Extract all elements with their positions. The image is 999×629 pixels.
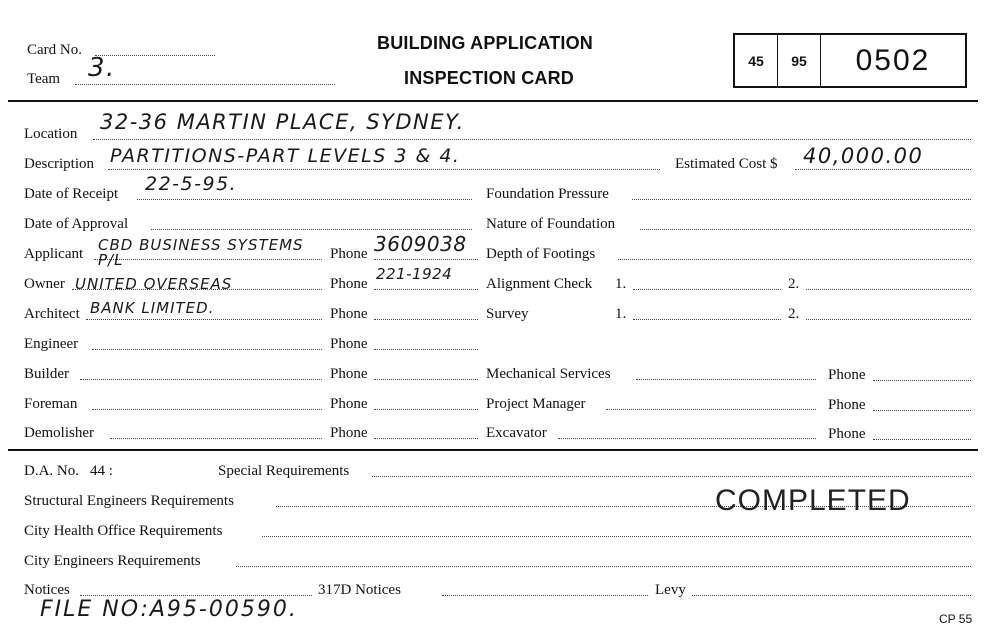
owner-phone: 221-1924 [376,265,453,283]
survey-1-label: 1. [615,306,627,322]
builder-phone-label: Phone [330,366,368,382]
applicant-label: Applicant [24,246,84,262]
team-line [75,84,335,85]
architect-line [86,319,322,320]
nature-of-foundation-label: Nature of Foundation [486,216,616,232]
builder-line [80,379,322,380]
project-manager-phone-label: Phone [828,397,866,413]
form-code: CP 55 [939,612,973,626]
applicant-phone: 3609038 [374,232,467,256]
owner-phone-line [374,289,478,290]
structural-engineers-label: Structural Engineers Requirements [24,493,234,509]
special-requirements-label: Special Requirements [218,463,350,479]
foundation-pressure-line [632,199,971,200]
foreman-phone-label: Phone [330,396,368,412]
excavator-phone-label: Phone [828,426,866,442]
location-label: Location [24,126,78,142]
number-cell-2: 95 [778,35,821,86]
builder-label: Builder [24,366,69,382]
engineer-phone-line [374,349,478,350]
levy-label: Levy [655,582,686,598]
card-number: 0502 [855,43,931,77]
description-label: Description [24,156,94,172]
card-no-label: Card No. [27,42,82,58]
date-of-receipt-label: Date of Receipt [24,186,119,202]
architect-label: Architect [24,306,80,322]
da-no-value: 44 : [90,463,113,479]
mechanical-services-phone-line [873,380,971,381]
project-manager-label: Project Manager [486,396,586,412]
survey-1-line [633,319,781,320]
location-line [93,139,971,140]
da-no-label: D.A. No. [24,463,79,479]
foundation-pressure-label: Foundation Pressure [486,186,609,202]
engineer-line [92,349,322,350]
demolisher-label: Demolisher [24,425,94,441]
architect-phone-line [374,319,478,320]
excavator-line [558,438,816,439]
date-of-receipt-value: 22-5-95. [145,173,238,195]
city-engineers-label: City Engineers Requirements [24,553,201,569]
estimated-cost-value: 40,000.00 [803,144,924,168]
depth-of-footings-label: Depth of Footings [486,246,596,262]
owner-label: Owner [24,276,65,292]
applicant-value: CBD BUSINESS SYSTEMS P/L [98,236,304,269]
number-cell-1: 45 [735,35,778,86]
project-manager-line [606,409,816,410]
requirements-divider [8,449,978,451]
alignment-check-1-line [633,289,781,290]
survey-label: Survey [486,306,529,322]
mechanical-services-line [636,379,816,380]
nature-of-foundation-line [640,229,971,230]
estimated-cost-label: Estimated Cost $ [675,156,778,172]
team-value: 3. [88,53,116,83]
owner-phone-label: Phone [330,276,368,292]
demolisher-phone-label: Phone [330,425,368,441]
title-line-1: BUILDING APPLICATION [377,33,593,53]
date-of-approval-line [151,229,472,230]
applicant-phone-line [374,259,478,260]
demolisher-line [110,438,322,439]
project-manager-phone-line [873,410,971,411]
alignment-check-1-label: 1. [615,276,627,292]
engineer-phone-label: Phone [330,336,368,352]
description-value: PARTITIONS-PART LEVELS 3 & 4. [110,145,461,167]
city-engineers-line [236,566,971,567]
applicant-phone-label: Phone [330,246,368,262]
survey-2-label: 2. [788,306,800,322]
owner-value: UNITED OVERSEAS [75,275,233,293]
foreman-line [92,409,322,410]
mechanical-services-label: Mechanical Services [486,366,611,382]
architect-phone-label: Phone [330,306,368,322]
city-health-line [262,536,971,537]
notices-317d-label: 317D Notices [318,582,401,598]
header-divider [8,100,978,102]
file-number: FILE NO:A95-00590. [40,597,298,622]
description-line [108,169,660,170]
special-requirements-line [372,476,971,477]
builder-phone-line [374,379,478,380]
architect-value: BANK LIMITED. [90,299,215,317]
levy-line [692,595,971,596]
mechanical-services-phone-label: Phone [828,367,866,383]
excavator-phone-line [873,439,971,440]
demolisher-phone-line [374,438,478,439]
notices-317d-line [442,595,648,596]
city-health-label: City Health Office Requirements [24,523,223,539]
alignment-check-label: Alignment Check [486,276,593,292]
foreman-phone-line [374,409,478,410]
depth-of-footings-line [618,259,971,260]
engineer-label: Engineer [24,336,79,352]
location-value: 32-36 MARTIN PLACE, SYDNEY. [100,110,465,134]
estimated-cost-line [795,169,971,170]
date-of-approval-label: Date of Approval [24,216,129,232]
notices-line [80,595,312,596]
date-of-receipt-line [137,199,472,200]
survey-2-line [806,319,971,320]
alignment-check-2-line [806,289,971,290]
team-label: Team [27,71,61,87]
foreman-label: Foreman [24,396,78,412]
alignment-check-2-label: 2. [788,276,800,292]
completed-stamp: COMPLETED [715,484,911,517]
notices-label: Notices [24,582,70,598]
card-number-box [733,33,967,88]
title-line-2: INSPECTION CARD [404,68,575,88]
excavator-label: Excavator [486,425,547,441]
